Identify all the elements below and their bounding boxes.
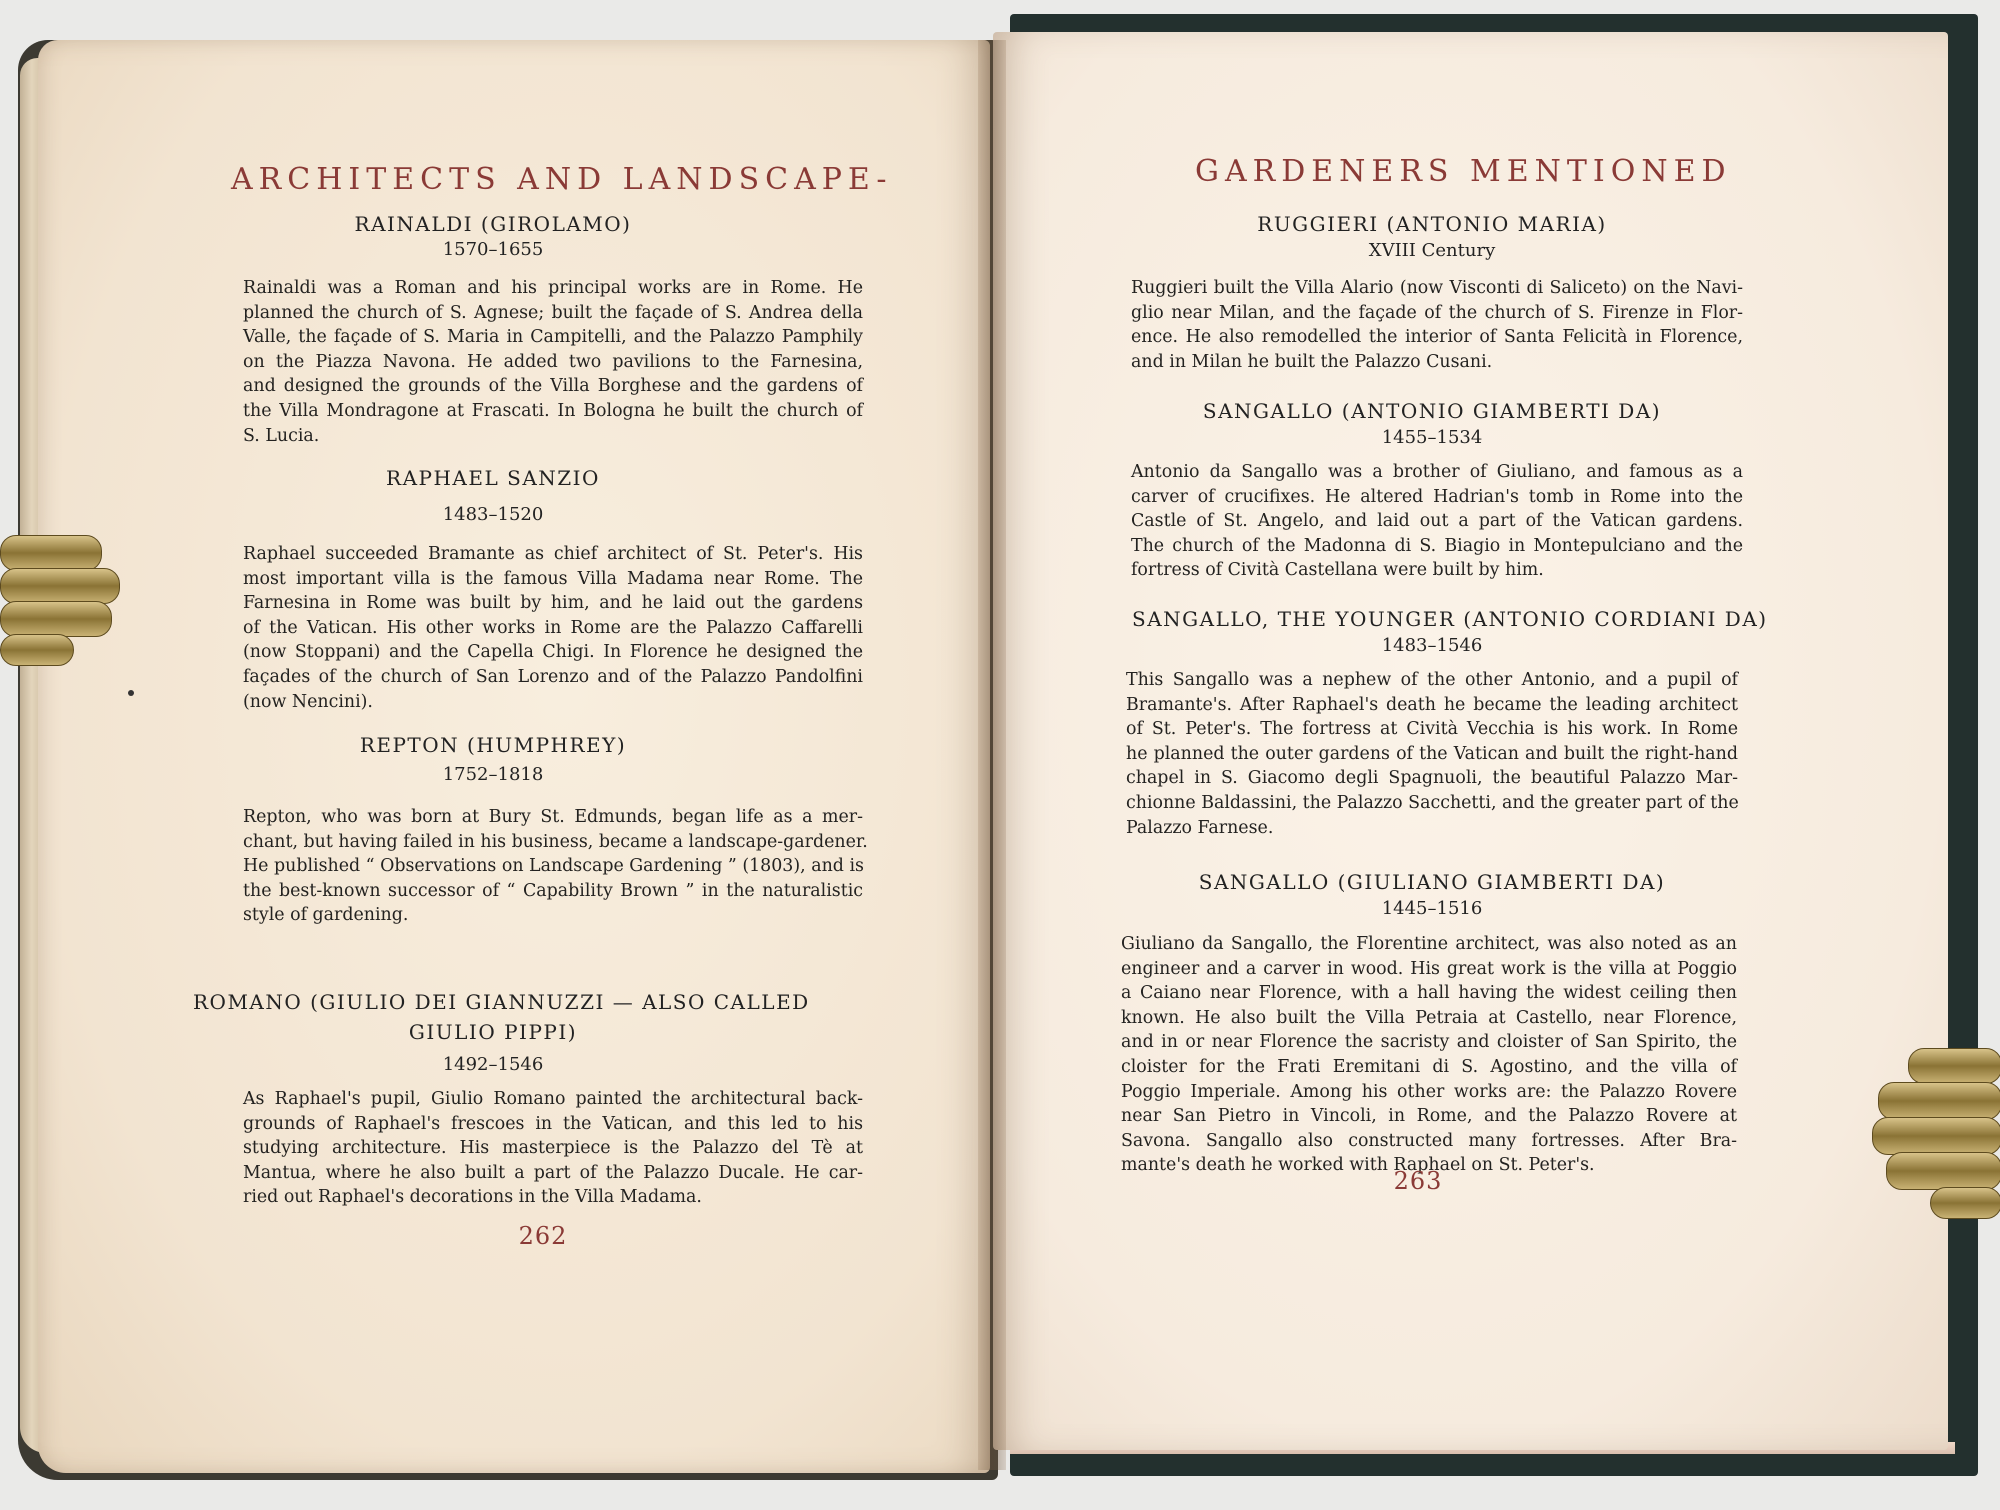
book-gutter [978, 40, 1006, 1470]
entry-dates-ruggieri: XVIII Century [1368, 240, 1496, 261]
left-running-heading: ARCHITECTS AND LANDSCAPE- [231, 162, 893, 197]
entry-title-sangallo-giuliano: SANGALLO (GIULIANO GIAMBERTI DA) [1198, 870, 1666, 894]
right-page [993, 32, 1948, 1450]
entry-text-sangallo-giuliano: Giuliano da Sangallo, the Florentine architect, was also noted as an engineer and a carver in wood. His great work is the villa at Poggio a Caiano near Florence, with a hall having the widest ceiling then known. He also built the Villa Petraia at Castello, near Florence, and in or near Florence the sacristy and cloister of San Spirito, the cloister for the Frati Eremitani di S. Agostino, and the villa of Poggio Imperiale. Among his other works are: the Palazzo Rovere near San Pietro in Vincoli, in Rome, and the Palazzo Rovere at Savona. Sangallo also constructed many fortresses. After Bra- mante's death he worked with Raphael on St. Peter's. [1121, 934, 1737, 1176]
entry-text-ruggieri: Ruggieri built the Villa Alario (now Visconti di Saliceto) on the Navi- glio near Milan, and the façade of the church of S. Firenze in Flor- ence. He also remodelled the interior of Santa Felicità in Florence, and in Milan he built the Palazzo Cusani. [1131, 278, 1743, 372]
entry-dates-sangallo-antonio: 1455–1534 [1381, 427, 1483, 448]
entry-title-rainaldi: RAINALDI (GIROLAMO) [354, 212, 632, 236]
entry-text-raphael: Raphael succeeded Bramante as chief architect of St. Peter's. His most important villa is the famous Villa Madama near Rome. The Farnesina in Rome was built by him, and he laid out the gardens of the Vatican. His other works in Rome are the Palazzo Caffarelli (now Stoppani) and the Capella Chigi. In Florence he designed the façades of the church of San Lorenzo and of the Palazzo Pandolfini (now Nencini). [243, 544, 863, 712]
right-running-heading: GARDENERS MENTIONED [1195, 154, 1732, 189]
entry-title-romano-line2: GIULIO PIPPI) [408, 1020, 578, 1044]
entry-dates-raphael: 1483–1520 [442, 504, 544, 525]
entry-text-sangallo-antonio: Antonio da Sangallo was a brother of Giuliano, and famous as a carver of crucifixes. He altered Hadrian's tomb in Rome into the Castle of St. Angelo, and laid out a part of the Vatican gardens. The church of the Madonna di S. Biagio in Montepulciano and the fortress of Cività Castellana were built by him. [1131, 462, 1743, 581]
entry-dates-sangallo-giuliano: 1445–1516 [1381, 898, 1483, 919]
entry-dates-repton: 1752–1818 [442, 764, 544, 785]
entry-dates-sangallo-younger: 1483–1546 [1381, 635, 1483, 656]
entry-text-romano: As Raphael's pupil, Giulio Romano painted the architectural back- grounds of Raphael's frescoes in the Vatican, and this led to his studying architecture. His masterpiece is the Palazzo del Tè at Mantua, where he also built a part of the Palazzo Ducale. He car- ried out Raphael's decorations in the Villa Madama. [243, 1089, 863, 1208]
entry-title-raphael: RAPHAEL SANZIO [386, 466, 600, 490]
entry-dates-rainaldi: 1570–1655 [442, 239, 544, 260]
entry-text-sangallo-younger: This Sangallo was a nephew of the other Antonio, and a pupil of Bramante's. After Raphael's death he became the leading architect of St. Peter's. The fortress at Cività Vecchia is his work. In Rome he planned the outer gardens of the Vatican and built the right-hand chapel in S. Giacomo degli Spagnuoli, the beautiful Palazzo Mar- chionne Baldassini, the Palazzo Sacchetti, and the greater part of the Palazzo Farnese. [1126, 670, 1739, 838]
entry-title-sangallo-antonio: SANGALLO (ANTONIO GIAMBERTI DA) [1202, 399, 1662, 423]
entry-title-romano: ROMANO (GIULIO DEI GIANNUZZI — ALSO CALLED [193, 990, 810, 1014]
left-page [38, 40, 990, 1473]
page-number-262: 262 [518, 1222, 568, 1250]
entry-title-repton: REPTON (HUMPHREY) [359, 733, 627, 757]
page-mark-dot [128, 690, 134, 696]
page-number-263: 263 [1393, 1167, 1443, 1195]
entry-dates-romano: 1492–1546 [442, 1054, 544, 1075]
entry-title-ruggieri: RUGGIERI (ANTONIO MARIA) [1257, 212, 1607, 236]
entry-title-sangallo-younger: SANGALLO, THE YOUNGER (ANTONIO CORDIANI DA) [1132, 607, 1768, 631]
entry-text-repton: Repton, who was born at Bury St. Edmunds, began life as a mer- chant, but having failed in his business, became a landscape-gardener. He published “ Observations on Landscape Gardening ” (1803), and is the best-known successor of “ Capability Brown ” in the naturalistic style of gardening. [243, 807, 868, 926]
entry-text-rainaldi: Rainaldi was a Roman and his principal works are in Rome. He planned the church of S. Agnese; built the façade of S. Andrea della Valle, the façade of S. Maria in Campitelli, and the Palazzo Pamphily on the Piazza Navona. He added two pavilions to the Farnesina, and designed the grounds of the Villa Borghese and the gardens of the Villa Mondragone at Frascati. In Bologna he built the church of S. Lucia. [243, 278, 863, 446]
